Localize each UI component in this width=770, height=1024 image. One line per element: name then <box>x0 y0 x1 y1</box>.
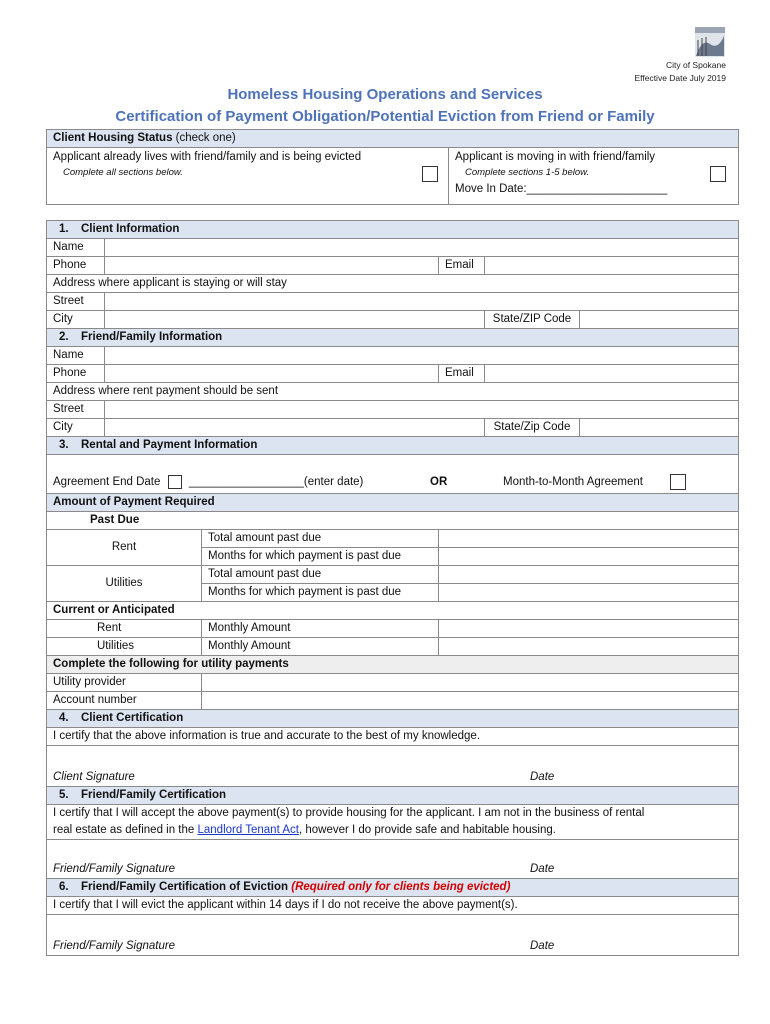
status-option-moving-in[interactable] <box>449 148 739 205</box>
client-city-field[interactable] <box>105 311 485 329</box>
current-utilities-monthly-field[interactable] <box>439 638 739 656</box>
month-to-month-label: Month-to-Month Agreement <box>503 476 643 488</box>
family-cert-statement <box>47 805 739 840</box>
client-street-field[interactable] <box>105 293 739 311</box>
rent-total-past-due-label: Total amount past due <box>202 530 439 548</box>
eviction-signature-label: Friend/Family Signature <box>53 940 176 952</box>
family-phone-field[interactable] <box>105 365 439 383</box>
utilities-total-past-due-field[interactable] <box>439 566 739 584</box>
section-4-heading: 4. Client Certification <box>47 710 739 728</box>
family-cert-line1: I certify that I will accept the above payment(s) to provide housing for the applicant. I am not in the business of rental <box>53 807 645 819</box>
family-date-label: Date <box>530 863 555 875</box>
rent-months-past-due-label: Months for which payment is past due <box>202 548 439 566</box>
client-email-label: Email <box>439 257 485 275</box>
landlord-tenant-act-link[interactable]: Landlord Tenant Act <box>197 824 299 836</box>
status-option-evicted-note: Complete all sections below. <box>63 167 183 178</box>
family-city-label: City <box>47 419 105 437</box>
section-2-heading: 2. Friend/Family Information <box>47 329 739 347</box>
client-city-label: City <box>47 311 105 329</box>
family-street-field[interactable] <box>105 401 739 419</box>
section-3-heading: 3. Rental and Payment Information <box>47 437 739 455</box>
main-form-table <box>46 220 739 956</box>
client-date-label: Date <box>530 771 555 783</box>
move-in-date-field[interactable]: Move In Date:______________________ <box>455 183 668 195</box>
agreement-end-date-field[interactable]: __________________(enter date) <box>188 476 364 488</box>
eviction-date-label: Date <box>530 940 555 952</box>
family-name-label: Name <box>47 347 105 365</box>
status-option-moving-note: Complete sections 1-5 below. <box>465 167 590 178</box>
page-subtitle: Certification of Payment Obligation/Potential Eviction from Friend or Family <box>115 108 655 125</box>
account-number-field[interactable] <box>202 692 739 710</box>
family-city-field[interactable] <box>105 419 485 437</box>
family-signature-label: Friend/Family Signature <box>53 863 176 875</box>
page-title: Homeless Housing Operations and Services <box>227 86 543 103</box>
utilities-months-past-due-label: Months for which payment is past due <box>202 584 439 602</box>
client-cert-statement: I certify that the above information is true and accurate to the best of my knowledge. <box>47 728 739 746</box>
client-email-field[interactable] <box>485 257 739 275</box>
current-utilities-label: Utilities <box>47 638 202 656</box>
family-name-field[interactable] <box>105 347 739 365</box>
section-6-heading: 6. Friend/Family Certification of Eviction (Required only for clients being evicted) <box>47 879 739 897</box>
current-rent-label: Rent <box>47 620 202 638</box>
status-option-evicted-label: Applicant already lives with friend/family and is being evicted <box>53 151 362 163</box>
account-number-label: Account number <box>47 692 202 710</box>
family-email-field[interactable] <box>485 365 739 383</box>
amount-required-heading: Amount of Payment Required <box>47 494 739 512</box>
client-signature-label: Client Signature <box>53 771 135 783</box>
status-option-evicted[interactable] <box>47 148 449 205</box>
rent-months-past-due-field[interactable] <box>439 548 739 566</box>
family-email-label: Email <box>439 365 485 383</box>
utility-payments-heading: Complete the following for utility payments <box>47 656 739 674</box>
utility-provider-field[interactable] <box>202 674 739 692</box>
family-address-label: Address where rent payment should be sent <box>47 383 739 401</box>
header-meta <box>634 59 726 85</box>
current-anticipated-heading: Current or Anticipated <box>47 602 739 620</box>
org-name: City of Spokane <box>665 60 726 70</box>
client-street-label: Street <box>47 293 105 311</box>
past-due-heading: Past Due <box>47 512 739 530</box>
or-label: OR <box>430 476 448 488</box>
family-signature-field[interactable] <box>47 840 739 879</box>
section-1-heading: 1. Client Information <box>47 221 739 239</box>
city-logo-icon <box>694 26 726 58</box>
client-address-label: Address where applicant is staying or will stay <box>47 275 739 293</box>
current-utilities-monthly-label: Monthly Amount <box>202 638 439 656</box>
client-signature-field[interactable] <box>47 746 739 787</box>
effective-date: Effective Date July 2019 <box>634 73 726 83</box>
current-rent-monthly-label: Monthly Amount <box>202 620 439 638</box>
family-street-label: Street <box>47 401 105 419</box>
evicted-checkbox[interactable] <box>422 166 438 182</box>
agreement-row <box>47 455 739 494</box>
client-phone-field[interactable] <box>105 257 439 275</box>
moving-in-checkbox[interactable] <box>710 166 726 182</box>
client-name-field[interactable] <box>105 239 739 257</box>
utilities-total-past-due-label: Total amount past due <box>202 566 439 584</box>
agreement-end-label: Agreement End Date <box>53 476 161 488</box>
section-5-heading: 5. Friend/Family Certification <box>47 787 739 805</box>
client-statezip-field[interactable] <box>580 311 739 329</box>
eviction-cert-statement: I certify that I will evict the applicant within 14 days if I do not receive the above payment(s). <box>47 897 739 915</box>
past-due-utilities-label: Utilities <box>47 566 202 602</box>
housing-status-heading: Client Housing Status (check one) <box>47 130 739 148</box>
past-due-rent-label: Rent <box>47 530 202 566</box>
housing-status-table <box>46 129 739 205</box>
rent-total-past-due-field[interactable] <box>439 530 739 548</box>
client-statezip-label: State/ZIP Code <box>485 311 580 329</box>
eviction-signature-field[interactable] <box>47 915 739 956</box>
agreement-end-checkbox[interactable] <box>168 475 182 489</box>
family-phone-label: Phone <box>47 365 105 383</box>
family-statezip-label: State/Zip Code <box>485 419 580 437</box>
month-to-month-checkbox[interactable] <box>670 474 686 490</box>
utilities-months-past-due-field[interactable] <box>439 584 739 602</box>
utility-provider-label: Utility provider <box>47 674 202 692</box>
required-note: (Required only for clients being evicted) <box>291 881 511 893</box>
current-rent-monthly-field[interactable] <box>439 620 739 638</box>
family-cert-line2: real estate as defined in the Landlord Tenant Act, however I do provide safe and habitable housing. <box>53 824 556 836</box>
client-phone-label: Phone <box>47 257 105 275</box>
client-name-label: Name <box>47 239 105 257</box>
family-statezip-field[interactable] <box>580 419 739 437</box>
status-option-moving-label: Applicant is moving in with friend/family <box>455 151 656 163</box>
